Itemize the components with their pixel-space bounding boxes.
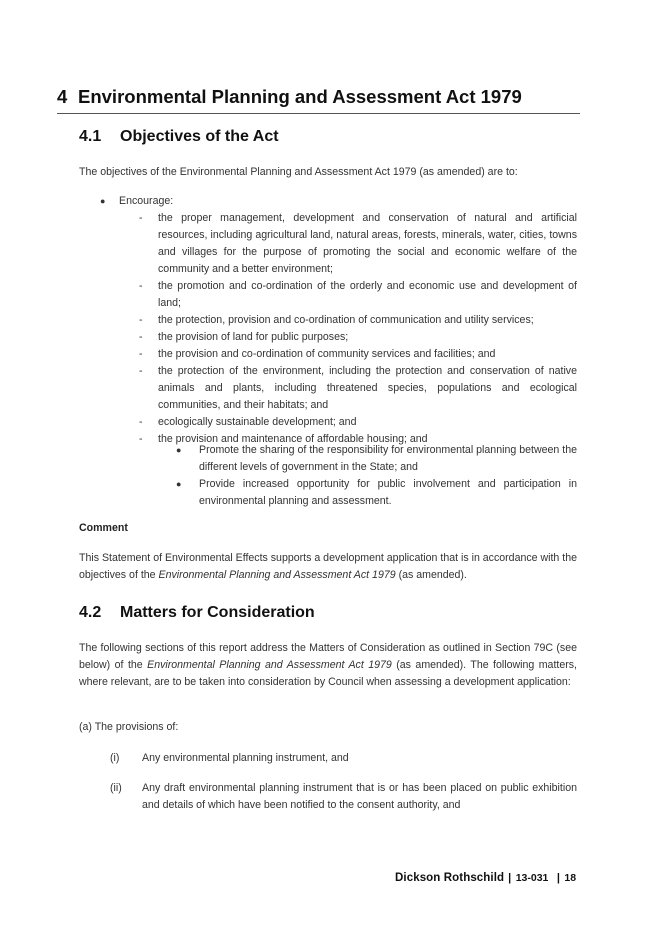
roman-number: (ii): [110, 782, 122, 794]
section-number: 4: [57, 86, 68, 107]
section-heading: [57, 86, 580, 114]
subsection-title: Objectives of the Act: [120, 128, 279, 145]
list-item: - the promotion and co-ordination of the orderly and economic use and development of land;: [139, 280, 577, 309]
page-number: 18: [564, 872, 577, 884]
objectives-intro: The objectives of the Environmental Planning and Assessment Act 1979 (as amended) are to:: [79, 166, 518, 178]
dash-icon: -: [139, 433, 143, 445]
item-a: (a) The provisions of:: [79, 721, 179, 733]
bullet-icon: ●: [176, 479, 182, 489]
list-item: - the proper management, development and conservation of natural and artificial resources, including agricultural land, natural areas, forests, minerals, water, cities, towns and villages for the purpose of promoting the social and economic welfare of the community and a better environment;: [139, 212, 577, 275]
encourage-bullet: [100, 193, 173, 210]
dash-icon: -: [139, 314, 143, 326]
subsection-number: 4.2: [79, 604, 102, 621]
roman-item: [110, 780, 577, 814]
comment-label: Comment: [79, 522, 128, 534]
consideration-paragraph: The following sections of this report address the Matters of Consideration as outlined in Section 79C (see below) of the Environmental Planning and Assessment Act 1979 (as amended). The following matters, where relevant, are to be taken into consideration by Council when assessing a development application:: [79, 642, 577, 688]
list-item: ● Promote the sharing of the responsibility for environmental planning between the different levels of government in the State; and: [176, 444, 577, 473]
act-name: Environmental Planning and Assessment Act 1979: [147, 659, 392, 671]
dash-icon: -: [139, 416, 143, 428]
page-footer: [395, 868, 576, 886]
subsection-heading-4-2: [79, 604, 315, 622]
comment-paragraph: This Statement of Environmental Effects supports a development application that is in accordance with the objectives of the Environmental Planning and Assessment Act 1979 (as amended).: [79, 552, 577, 581]
roman-item: [110, 750, 577, 767]
list-item: - ecologically sustainable development; and: [138, 414, 577, 431]
objectives-list: [138, 210, 577, 448]
roman-text: Any draft environmental planning instrument that is or has been placed on public exhibition and details of which have been notified to the consent authority, and: [142, 782, 577, 811]
list-item: - the protection, provision and co-ordination of communication and utility services;: [138, 312, 577, 329]
footer-separator: |: [556, 872, 560, 884]
footer-brand: Dickson Rothschild: [395, 872, 505, 884]
encourage-label: Encourage:: [119, 195, 174, 207]
subsection-title: Matters for Consideration: [120, 604, 315, 621]
footer-separator: |: [508, 872, 512, 884]
roman-number: (i): [110, 752, 120, 764]
section-title: Environmental Planning and Assessment Act 1979: [78, 86, 522, 107]
dash-icon: -: [139, 212, 143, 224]
roman-text: Any environmental planning instrument, and: [142, 752, 349, 764]
subsection-heading-4-1: [79, 128, 279, 146]
list-item: - the protection of the environment, including the protection and conservation of native animals and plants, including threatened species, populations and ecological communities, and their habitats; and: [139, 365, 577, 411]
bullet-icon: ●: [176, 445, 182, 455]
subsection-number: 4.1: [79, 128, 102, 145]
list-item: - the provision and co-ordination of community services and facilities; and: [138, 346, 577, 363]
dash-icon: -: [139, 348, 143, 360]
dash-icon: -: [139, 331, 143, 343]
bullet-icon: ●: [100, 196, 106, 206]
list-item: - the provision and maintenance of affordable housing; and: [138, 431, 577, 448]
dash-icon: -: [139, 365, 143, 377]
sub-bullet-list: [176, 442, 577, 510]
document-code: 13-031: [515, 872, 549, 884]
dash-icon: -: [139, 280, 143, 292]
list-item: ● Provide increased opportunity for public involvement and participation in environmental planning and assessment.: [176, 478, 577, 507]
act-name: Environmental Planning and Assessment Act 1979: [158, 569, 396, 581]
list-item: - the provision of land for public purposes;: [138, 329, 577, 346]
